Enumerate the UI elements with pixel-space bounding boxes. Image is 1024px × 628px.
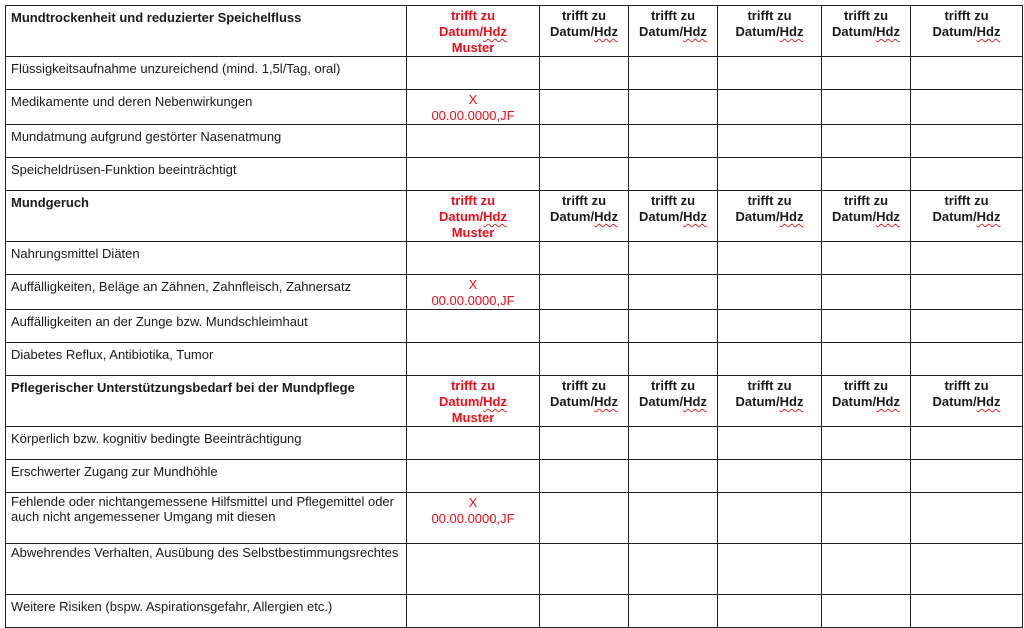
example-entry-cell[interactable]	[407, 460, 540, 493]
date-entry-cell[interactable]	[718, 460, 822, 493]
header-line-datum	[540, 24, 628, 40]
date-entry-cell[interactable]	[540, 57, 629, 90]
criterion-label: Weitere Risiken (bspw. Aspirationsgefahr, Allergien etc.)	[6, 595, 407, 628]
date-entry-cell[interactable]	[822, 310, 911, 343]
date-entry-cell[interactable]	[822, 158, 911, 191]
date-entry-cell[interactable]	[911, 57, 1023, 90]
date-entry-cell[interactable]	[629, 158, 718, 191]
header-datum-text: Datum/	[639, 394, 684, 409]
header-datum-text: Datum/	[639, 24, 684, 39]
entry-date-signature: 00.00.0000,JF	[431, 511, 515, 526]
criterion-label: Flüssigkeitsaufnahme unzureichend (mind. 1,5l/Tag, oral)	[6, 57, 407, 90]
criterion-row	[6, 158, 1023, 191]
criterion-row	[6, 544, 1023, 595]
date-entry-cell[interactable]	[911, 90, 1023, 125]
criterion-row	[6, 427, 1023, 460]
header-datum-text: Datum/	[735, 24, 780, 39]
header-line-trifft-zu: trifft zu	[747, 8, 792, 23]
date-entry-cell[interactable]	[629, 57, 718, 90]
date-column-header	[911, 6, 1023, 57]
header-line-datum	[822, 209, 910, 225]
header-line-trifft-zu: trifft zu	[843, 193, 889, 208]
date-entry-cell[interactable]	[540, 125, 629, 158]
date-entry-cell[interactable]	[540, 595, 629, 628]
date-entry-cell[interactable]	[629, 427, 718, 460]
date-entry-cell[interactable]	[540, 544, 629, 595]
header-line-datum	[822, 24, 910, 40]
header-hdz-text: Hdz	[779, 394, 804, 409]
header-datum-text: Datum/	[832, 24, 877, 39]
date-entry-cell[interactable]	[822, 57, 911, 90]
date-entry-cell[interactable]	[822, 427, 911, 460]
date-column-header	[718, 6, 822, 57]
date-entry-cell[interactable]	[718, 595, 822, 628]
header-line-trifft-zu: trifft zu	[650, 378, 696, 393]
header-line-datum	[629, 394, 717, 410]
header-hdz-text: Hdz	[594, 394, 618, 409]
header-line-datum	[718, 24, 821, 40]
example-entry-cell[interactable]	[407, 427, 540, 460]
date-entry-cell[interactable]	[718, 427, 822, 460]
date-entry-cell[interactable]	[629, 90, 718, 125]
date-entry-cell[interactable]	[718, 158, 822, 191]
header-line-datum	[911, 394, 1022, 410]
header-line-datum	[911, 24, 1022, 40]
criterion-row	[6, 460, 1023, 493]
header-line-datum	[407, 24, 539, 40]
date-column-header	[629, 191, 718, 242]
date-entry-cell[interactable]	[718, 125, 822, 158]
header-line-trifft-zu: trifft zu	[450, 193, 496, 208]
header-datum-text: Datum/	[550, 24, 595, 39]
section-header-row	[6, 376, 1023, 427]
example-entry-cell[interactable]	[407, 493, 540, 544]
criterion-label: Diabetes Reflux, Antibiotika, Tumor	[6, 343, 407, 376]
example-entry-cell[interactable]	[407, 343, 540, 376]
section-title: Pflegerischer Unterstützungsbedarf bei der Mundpflege	[6, 376, 407, 427]
header-line-datum	[407, 394, 539, 410]
date-column-header	[540, 191, 629, 242]
example-entry-cell[interactable]	[407, 544, 540, 595]
date-entry-cell[interactable]	[822, 544, 911, 595]
example-entry-cell[interactable]	[407, 158, 540, 191]
header-hdz-text: Hdz	[594, 24, 618, 39]
header-line-trifft-zu: trifft zu	[843, 8, 889, 23]
header-line-trifft-zu: trifft zu	[944, 193, 989, 208]
example-entry-cell[interactable]	[407, 242, 540, 275]
header-line-muster: Muster	[451, 410, 495, 425]
date-entry-cell[interactable]	[718, 343, 822, 376]
date-entry-cell[interactable]	[822, 460, 911, 493]
criterion-row	[6, 242, 1023, 275]
header-line-datum	[822, 394, 910, 410]
header-hdz-text: Hdz	[683, 209, 707, 224]
header-datum-text: Datum/	[932, 24, 977, 39]
criterion-label: Nahrungsmittel Diäten	[6, 242, 407, 275]
date-entry-cell[interactable]	[822, 90, 911, 125]
criterion-row	[6, 493, 1023, 544]
criterion-row	[6, 275, 1023, 310]
criterion-label: Erschwerter Zugang zur Mundhöhle	[6, 460, 407, 493]
header-datum-text: Datum/	[735, 394, 780, 409]
header-line-datum	[629, 24, 717, 40]
header-line-trifft-zu: trifft zu	[650, 8, 696, 23]
header-line-muster: Muster	[451, 40, 495, 55]
date-entry-cell[interactable]	[911, 310, 1023, 343]
date-entry-cell[interactable]	[822, 125, 911, 158]
date-entry-cell[interactable]	[911, 242, 1023, 275]
criterion-row	[6, 343, 1023, 376]
header-hdz-text: Hdz	[876, 24, 900, 39]
header-datum-text: Datum/	[832, 209, 877, 224]
header-line-datum	[911, 209, 1022, 225]
header-hdz-text: Hdz	[976, 394, 1001, 409]
date-entry-cell[interactable]	[911, 427, 1023, 460]
date-entry-cell[interactable]	[718, 493, 822, 544]
header-hdz-text: Hdz	[976, 209, 1001, 224]
section-title: Mundtrockenheit und reduzierter Speichelfluss	[6, 6, 407, 57]
header-hdz-text: Hdz	[876, 209, 900, 224]
date-entry-cell[interactable]	[911, 595, 1023, 628]
header-line-trifft-zu: trifft zu	[944, 8, 989, 23]
date-entry-cell[interactable]	[629, 595, 718, 628]
header-datum-text: Datum/	[832, 394, 877, 409]
date-entry-cell[interactable]	[629, 242, 718, 275]
section-header-row	[6, 191, 1023, 242]
criterion-label: Mundatmung aufgrund gestörter Nasenatmung	[6, 125, 407, 158]
example-column-header	[407, 191, 540, 242]
header-hdz-text: Hdz	[876, 394, 900, 409]
date-entry-cell[interactable]	[629, 493, 718, 544]
date-entry-cell[interactable]	[718, 242, 822, 275]
header-line-trifft-zu: trifft zu	[450, 8, 496, 23]
header-datum-text: Datum/	[932, 394, 977, 409]
header-line-trifft-zu: trifft zu	[944, 378, 989, 393]
date-entry-cell[interactable]	[629, 460, 718, 493]
date-entry-cell[interactable]	[911, 493, 1023, 544]
date-column-header	[822, 376, 911, 427]
header-hdz-text: Hdz	[976, 24, 1001, 39]
example-entry-cell[interactable]	[407, 125, 540, 158]
date-column-header	[540, 376, 629, 427]
date-entry-cell[interactable]	[822, 595, 911, 628]
date-column-header	[911, 376, 1023, 427]
assessment-table	[5, 5, 1023, 628]
section-header-row	[6, 6, 1023, 57]
header-hdz-text: Hdz	[683, 394, 707, 409]
date-entry-cell[interactable]	[629, 343, 718, 376]
header-hdz-text: Hdz	[483, 394, 507, 409]
date-entry-cell[interactable]	[629, 125, 718, 158]
header-hdz-text: Hdz	[683, 24, 707, 39]
date-entry-cell[interactable]	[629, 275, 718, 310]
criterion-row	[6, 125, 1023, 158]
date-entry-cell[interactable]	[911, 275, 1023, 310]
header-line-trifft-zu: trifft zu	[843, 378, 889, 393]
header-datum-text: Datum/	[932, 209, 977, 224]
date-column-header	[911, 191, 1023, 242]
date-entry-cell[interactable]	[718, 275, 822, 310]
date-entry-cell[interactable]	[911, 343, 1023, 376]
date-entry-cell[interactable]	[540, 242, 629, 275]
header-line-datum	[540, 394, 628, 410]
example-entry-cell[interactable]	[407, 275, 540, 310]
assessment-sheet	[5, 5, 1022, 628]
criterion-label: Abwehrendes Verhalten, Ausübung des Selbstbestimmungsrechtes	[6, 544, 407, 595]
header-line-trifft-zu: trifft zu	[747, 193, 792, 208]
example-entry-cell[interactable]	[407, 90, 540, 125]
header-line-trifft-zu: trifft zu	[561, 8, 607, 23]
date-entry-cell[interactable]	[822, 343, 911, 376]
header-hdz-text: Hdz	[779, 209, 804, 224]
header-datum-text: Datum/	[550, 394, 595, 409]
header-datum-text: Datum/	[439, 24, 484, 39]
date-entry-cell[interactable]	[540, 343, 629, 376]
criterion-row	[6, 595, 1023, 628]
entry-date-signature: 00.00.0000,JF	[431, 293, 515, 308]
header-line-datum	[718, 394, 821, 410]
header-datum-text: Datum/	[439, 209, 484, 224]
date-entry-cell[interactable]	[822, 275, 911, 310]
date-entry-cell[interactable]	[718, 310, 822, 343]
date-entry-cell[interactable]	[540, 158, 629, 191]
header-hdz-text: Hdz	[594, 209, 618, 224]
date-column-header	[718, 191, 822, 242]
entry-mark: X	[468, 277, 478, 292]
criterion-row	[6, 310, 1023, 343]
date-entry-cell[interactable]	[911, 125, 1023, 158]
date-entry-cell[interactable]	[822, 493, 911, 544]
date-column-header	[718, 376, 822, 427]
header-datum-text: Datum/	[439, 394, 484, 409]
date-column-header	[540, 6, 629, 57]
example-entry-cell[interactable]	[407, 595, 540, 628]
header-hdz-text: Hdz	[483, 209, 507, 224]
criterion-label: Auffälligkeiten an der Zunge bzw. Mundschleimhaut	[6, 310, 407, 343]
header-line-datum	[540, 209, 628, 225]
example-column-header	[407, 376, 540, 427]
header-line-muster: Muster	[451, 225, 495, 240]
header-line-trifft-zu: trifft zu	[561, 378, 607, 393]
date-column-header	[822, 6, 911, 57]
date-entry-cell[interactable]	[911, 158, 1023, 191]
criterion-label: Körperlich bzw. kognitiv bedingte Beeinträchtigung	[6, 427, 407, 460]
date-entry-cell[interactable]	[911, 460, 1023, 493]
criterion-row	[6, 90, 1023, 125]
date-column-header	[629, 376, 718, 427]
date-entry-cell[interactable]	[540, 310, 629, 343]
header-line-datum	[718, 209, 821, 225]
header-datum-text: Datum/	[735, 209, 780, 224]
date-column-header	[822, 191, 911, 242]
header-datum-text: Datum/	[639, 209, 684, 224]
header-line-trifft-zu: trifft zu	[561, 193, 607, 208]
date-entry-cell[interactable]	[822, 242, 911, 275]
example-entry-cell[interactable]	[407, 310, 540, 343]
date-entry-cell[interactable]	[629, 310, 718, 343]
date-entry-cell[interactable]	[540, 493, 629, 544]
header-datum-text: Datum/	[550, 209, 595, 224]
criterion-label: Auffälligkeiten, Beläge an Zähnen, Zahnfleisch, Zahnersatz	[6, 275, 407, 310]
date-entry-cell[interactable]	[911, 544, 1023, 595]
header-line-datum	[629, 209, 717, 225]
date-entry-cell[interactable]	[718, 544, 822, 595]
date-entry-cell[interactable]	[540, 427, 629, 460]
header-line-trifft-zu: trifft zu	[650, 193, 696, 208]
entry-mark: X	[468, 495, 478, 510]
date-entry-cell[interactable]	[540, 460, 629, 493]
criterion-label: Speicheldrüsen-Funktion beeinträchtigt	[6, 158, 407, 191]
example-entry-cell[interactable]	[407, 57, 540, 90]
date-entry-cell[interactable]	[718, 90, 822, 125]
date-entry-cell[interactable]	[540, 275, 629, 310]
date-entry-cell[interactable]	[629, 544, 718, 595]
section-title: Mundgeruch	[6, 191, 407, 242]
entry-mark: X	[468, 92, 478, 107]
header-line-datum	[407, 209, 539, 225]
header-line-trifft-zu: trifft zu	[747, 378, 792, 393]
date-entry-cell[interactable]	[718, 57, 822, 90]
criterion-label: Medikamente und deren Nebenwirkungen	[6, 90, 407, 125]
date-entry-cell[interactable]	[540, 90, 629, 125]
entry-date-signature: 00.00.0000,JF	[431, 108, 515, 123]
criterion-label: Fehlende oder nichtangemessene Hilfsmittel und Pflegemittel oder auch nicht angemessener Umgang mit diesen	[6, 493, 407, 544]
header-line-trifft-zu: trifft zu	[450, 378, 496, 393]
header-hdz-text: Hdz	[779, 24, 804, 39]
header-hdz-text: Hdz	[483, 24, 507, 39]
criterion-row	[6, 57, 1023, 90]
date-column-header	[629, 6, 718, 57]
example-column-header	[407, 6, 540, 57]
